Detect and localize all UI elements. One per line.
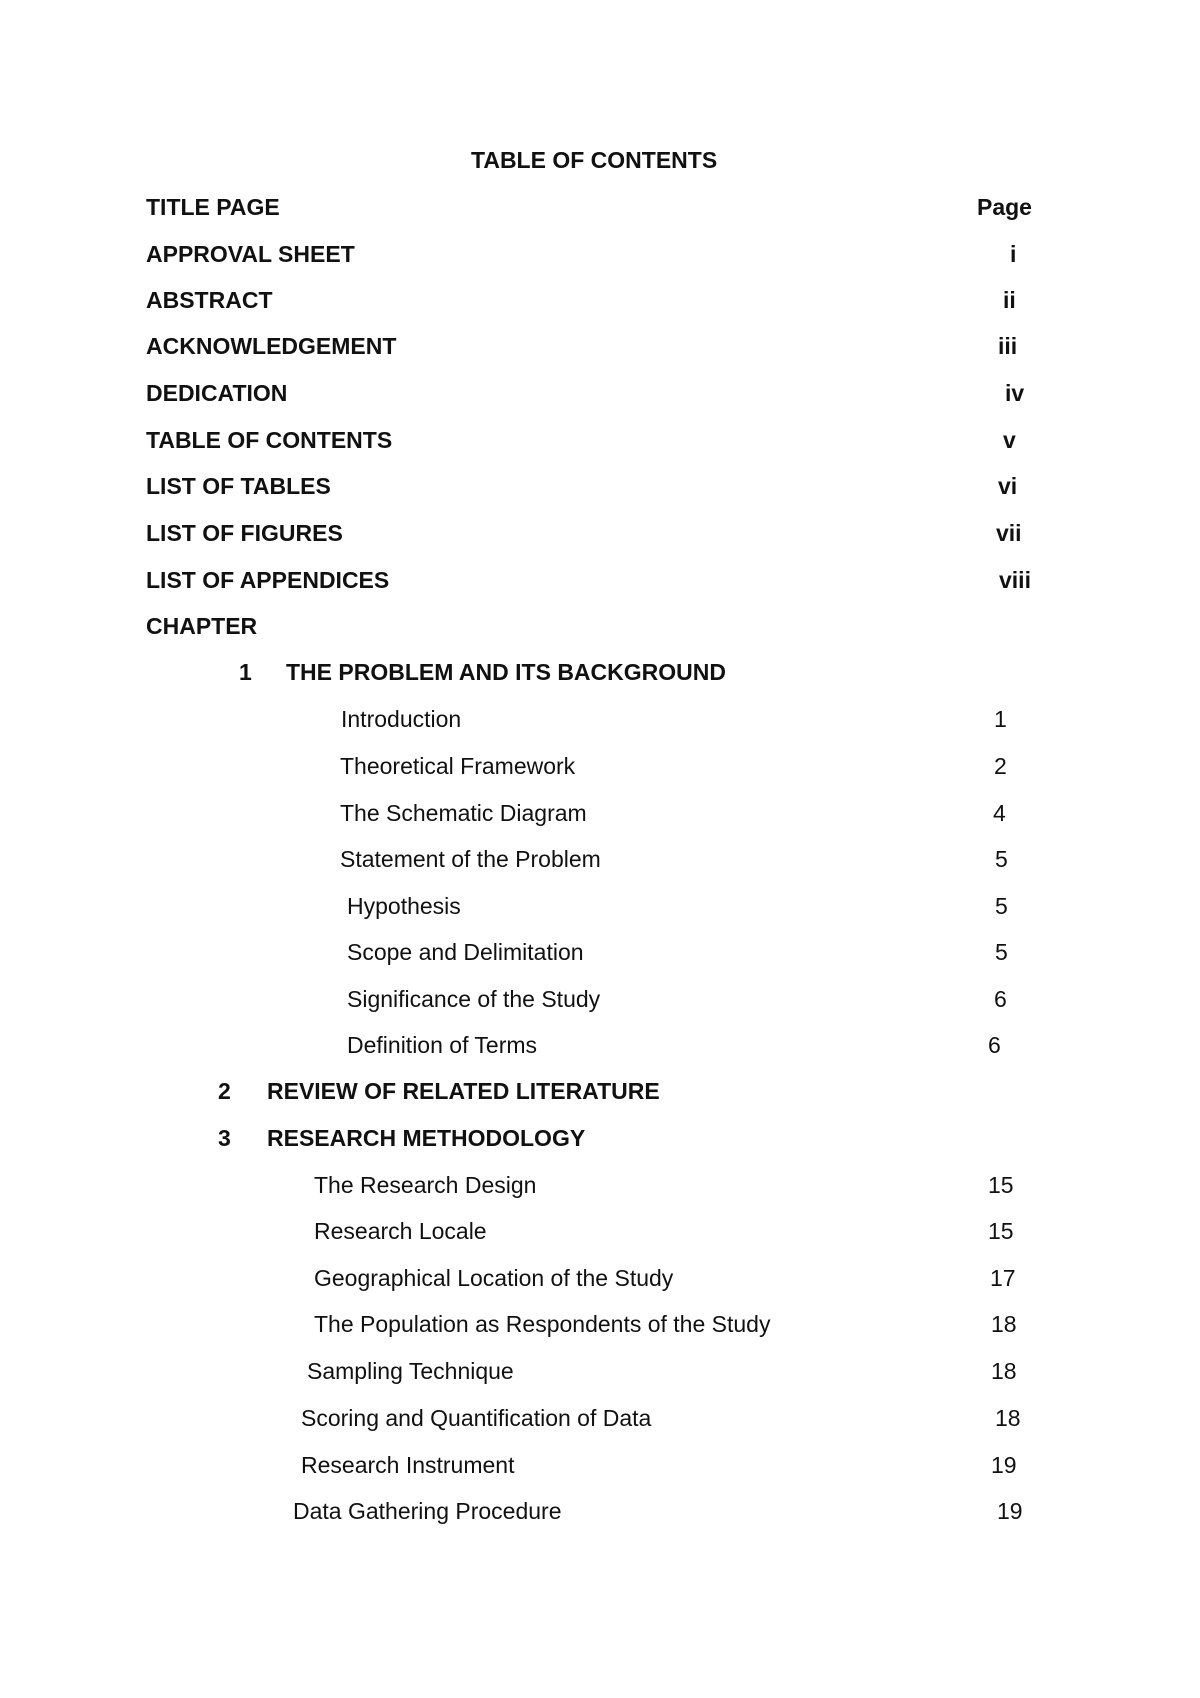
section-title: Sampling Technique [307, 1358, 514, 1384]
section-title: Geographical Location of the Study [314, 1265, 674, 1291]
front-matter-page: viii [999, 567, 1031, 593]
section-page: 5 [995, 939, 1008, 965]
section-page: 18 [991, 1311, 1017, 1337]
front-matter-title: LIST OF TABLES [146, 473, 331, 499]
chapter-label: CHAPTER [146, 613, 258, 639]
section-page: 15 [988, 1218, 1014, 1244]
section-page: 18 [991, 1358, 1017, 1384]
chapter-number: 1 [239, 659, 252, 685]
section-title: The Schematic Diagram [340, 800, 587, 826]
chapter-number: 2 [218, 1078, 231, 1104]
section-page: 5 [995, 846, 1008, 872]
front-matter-page: vii [996, 520, 1022, 546]
front-matter-title: TITLE PAGE [146, 194, 280, 220]
section-page: 15 [988, 1172, 1014, 1198]
chapter-title: RESEARCH METHODOLOGY [267, 1125, 586, 1151]
section-page: 6 [994, 986, 1007, 1012]
front-matter-page: vi [998, 473, 1018, 499]
chapter-title: REVIEW OF RELATED LITERATURE [267, 1078, 660, 1104]
section-page: 5 [995, 893, 1008, 919]
section-title: Introduction [341, 706, 462, 732]
section-title: Research Locale [314, 1218, 487, 1244]
toc-heading: TABLE OF CONTENTS [471, 147, 718, 173]
front-matter-title: DEDICATION [146, 380, 288, 406]
section-title: Statement of the Problem [340, 846, 601, 872]
section-title: The Research Design [314, 1172, 537, 1198]
front-matter-page: Page [977, 194, 1032, 220]
front-matter-title: LIST OF FIGURES [146, 520, 343, 546]
front-matter-page: iii [998, 333, 1018, 359]
section-page: 17 [990, 1265, 1016, 1291]
section-title: Research Instrument [301, 1452, 515, 1478]
section-title: Theoretical Framework [340, 753, 576, 779]
section-title: Significance of the Study [347, 986, 601, 1012]
section-title: Definition of Terms [347, 1032, 538, 1058]
section-page: 6 [988, 1032, 1001, 1058]
front-matter-page: iv [1005, 380, 1025, 406]
section-title: The Population as Respondents of the Study [314, 1311, 771, 1337]
section-title: Data Gathering Procedure [293, 1498, 562, 1524]
section-page: 18 [995, 1405, 1021, 1431]
section-title: Hypothesis [347, 893, 461, 919]
section-title: Scoring and Quantification of Data [301, 1405, 652, 1431]
section-page: 19 [997, 1498, 1023, 1524]
section-page: 2 [994, 753, 1007, 779]
front-matter-title: APPROVAL SHEET [146, 241, 355, 267]
front-matter-page: i [1010, 241, 1017, 267]
front-matter-page: v [1003, 427, 1016, 453]
section-page: 19 [991, 1452, 1017, 1478]
front-matter-title: TABLE OF CONTENTS [146, 427, 393, 453]
front-matter-title: ABSTRACT [146, 287, 273, 313]
chapter-number: 3 [218, 1125, 231, 1151]
section-page: 1 [994, 706, 1007, 732]
chapter-title: THE PROBLEM AND ITS BACKGROUND [286, 659, 726, 685]
front-matter-title: ACKNOWLEDGEMENT [146, 333, 397, 359]
front-matter-page: ii [1003, 287, 1016, 313]
section-page: 4 [993, 800, 1006, 826]
section-title: Scope and Delimitation [347, 939, 584, 965]
front-matter-title: LIST OF APPENDICES [146, 567, 390, 593]
